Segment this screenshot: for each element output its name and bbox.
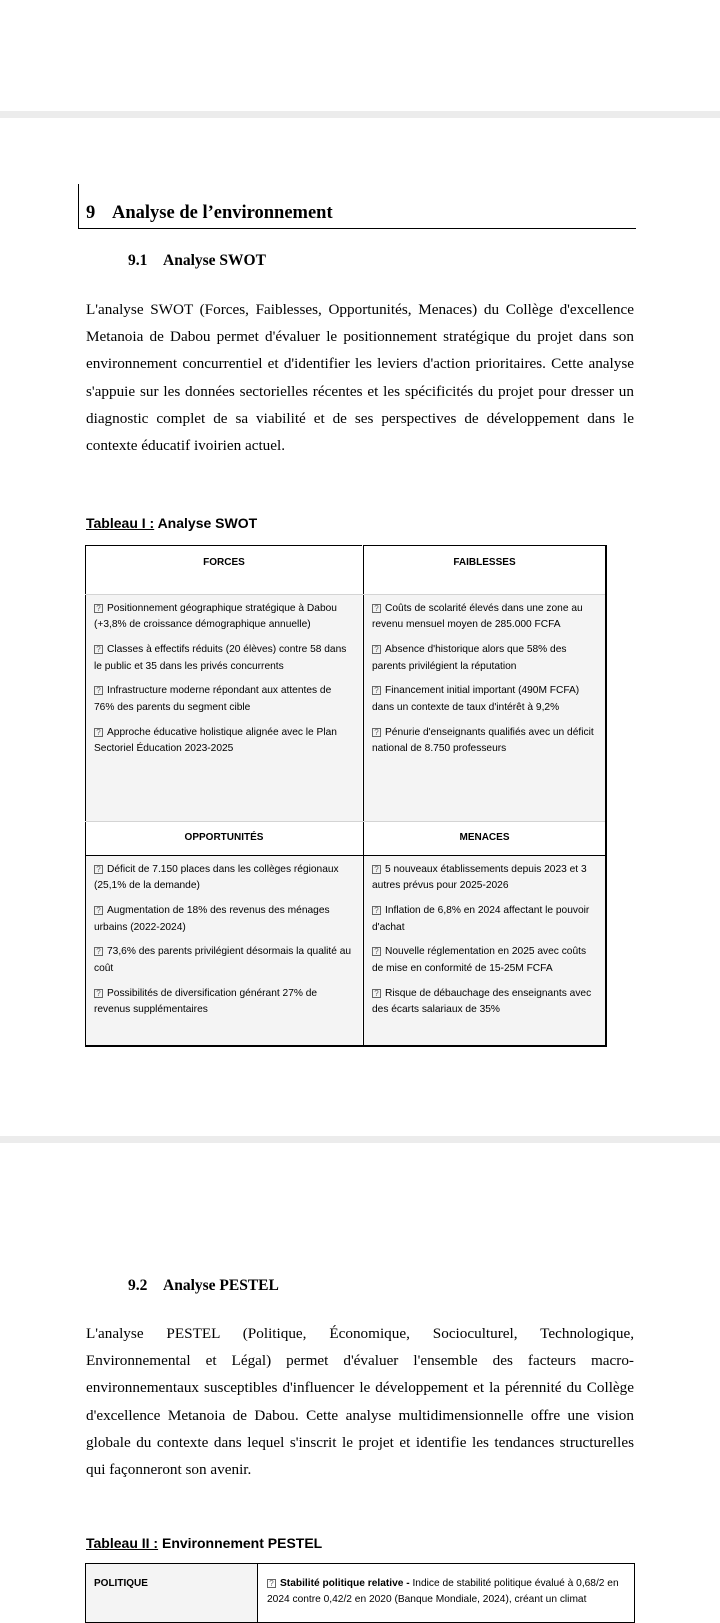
list-item [94,725,354,758]
list-item [94,944,354,977]
section-heading-pestel [128,1277,279,1295]
swot-cell-forces [85,595,362,821]
header-label: MENACES [459,832,510,843]
missing-glyph-bullet-icon: ? [372,604,381,613]
header-label: FORCES [203,557,245,568]
list-item [94,601,354,634]
section-title: Analyse PESTEL [163,1277,279,1294]
item-text: Augmentation de 18% des revenus des ménages urbains (2022-2024) [94,905,330,933]
missing-glyph-bullet-icon: ? [267,1579,276,1588]
item-text: Pénurie d'enseignants qualifiés avec un déficit national de 8.750 professeurs [372,726,594,755]
list-item [94,642,354,675]
item-text: Approche éducative holistique alignée avec le Plan Sectoriel Éducation 2023-2025 [94,726,337,755]
swot-intro-paragraph: L'analyse SWOT (Forces, Faiblesses, Opportunités, Menaces) du Collège d'excellence Metanoia de Dabou permet d'évaluer le positionnement stratégique du projet dans son environnement concurrentiel et d'identifier les leviers d'action prioritaires. Cette analyse s'appuie sur les données sectorielles récentes et les spécificités du projet pour dresser un diagnostic complet de sa viabilité et de ses perspectives de développement dans le contexte éducatif ivoirien actuel. [86,301,634,455]
header-label: FAIBLESSES [453,557,516,568]
chapter-number: 9 [86,203,96,223]
caption-prefix: Tableau I : [86,515,155,531]
missing-glyph-bullet-icon: ? [372,865,381,874]
missing-glyph-bullet-icon: ? [372,645,381,654]
swot-header-opportunites [85,822,362,855]
section-title: Analyse SWOT [163,252,266,269]
item-text: Positionnement géographique stratégique à Dabou (+3,8% de croissance démographique annuelle) [94,603,337,631]
item-text: Financement initial important (490M FCFA) dans un contexte de taux d'intérêt à 9,2% [372,685,580,713]
table-caption-swot [86,515,257,531]
item-text: Possibilités de diversification générant 27% de revenus supplémentaires [94,987,318,1016]
item-text: Coûts de scolarité élevés dans une zone au revenu mensuel moyen de 285.000 FCFA [372,603,583,631]
table-caption-pestel [86,1535,322,1551]
missing-glyph-bullet-icon: ? [94,686,103,695]
missing-glyph-bullet-icon: ? [94,906,103,915]
swot-table [85,545,607,1047]
item-text: 5 nouveaux établissements depuis 2023 et 3 autres prévus pour 2025-2026 [372,864,587,892]
list-item [94,903,354,936]
swot-cell-opportunites [85,856,362,1045]
item-text: Déficit de 7.150 places dans les collèges régionaux (25,1% de la demande) [94,864,339,892]
pestel-row-content [259,1564,634,1609]
chapter-heading [86,203,333,224]
missing-glyph-bullet-icon: ? [94,645,103,654]
item-text: Infrastructure moderne répondant aux attentes de 76% des parents du segment cible [94,685,332,713]
item-text: Absence d'historique alors que 58% des parents privilégient la réputation [372,644,567,672]
missing-glyph-bullet-icon: ? [94,989,103,998]
pestel-intro-paragraph: L'analyse PESTEL (Politique, Économique, Socioculturel, Technologique, Environnemental et Légal) permet d'évaluer l'ensemble des facteurs macro-environnementaux susceptibles d'influencer le développement et la pérennité du Collège d'excellence Metanoia de Dabou. Cette analyse multidimensionnelle offre une vision globale du contexte dans lequel s'inscrit le projet et identifie les tendances structurelles qui façonneront son avenir. [86,1325,634,1479]
item-text: Classes à effectifs réduits (20 élèves) contre 58 dans le public et 35 dans les privés concurrents [94,644,347,672]
list-item [372,683,597,716]
swot-cell-menaces [363,856,605,1045]
item-text: Inflation de 6,8% en 2024 affectant le pouvoir d'achat [372,905,590,933]
missing-glyph-bullet-icon: ? [372,947,381,956]
caption-title: Environnement PESTEL [158,1535,323,1551]
header-label: OPPORTUNITÉS [184,832,264,843]
item-text: Nouvelle réglementation en 2025 avec coûts de mise en conformité de 15-25M FCFA [372,946,587,974]
list-item [94,862,354,895]
list-item [372,601,597,634]
page-separator [0,111,720,118]
list-item [372,862,597,895]
missing-glyph-bullet-icon: ? [94,947,103,956]
missing-glyph-bullet-icon: ? [372,728,381,737]
pestel-item-text: Indice de stabilité politique évalué à 0,68/2 en 2024 contre 0,42/2 en 2020 (Banque Mondiale, 2024), créant un climat [267,1578,619,1606]
section-number: 9.2 [128,1277,148,1294]
missing-glyph-bullet-icon: ? [94,865,103,874]
page-separator [0,1136,720,1143]
list-item [372,642,597,675]
list-item [94,986,354,1019]
item-text: 73,6% des parents privilégient désormais la qualité au coût [94,946,352,974]
missing-glyph-bullet-icon: ? [372,989,381,998]
missing-glyph-bullet-icon: ? [94,728,103,737]
chapter-heading-box [78,184,636,229]
section-heading-swot [128,252,266,270]
list-item [372,986,597,1019]
caption-title: Analyse SWOT [154,515,258,531]
missing-glyph-bullet-icon: ? [372,906,381,915]
swot-header-menaces [363,822,605,855]
chapter-title: Analyse de l’environnement [112,203,333,223]
section-number: 9.1 [128,252,148,269]
swot-cell-faiblesses [363,595,605,821]
item-text: Risque de débauchage des enseignants avec des écarts salariaux de 35% [372,987,592,1016]
pestel-row-label: POLITIQUE [86,1564,258,1622]
missing-glyph-bullet-icon: ? [372,686,381,695]
caption-prefix: Tableau II : [86,1535,159,1551]
pestel-table [85,1563,635,1623]
swot-header-forces [85,545,362,594]
swot-header-faiblesses [363,545,605,594]
list-item [372,903,597,936]
list-item [372,725,597,758]
list-item [372,944,597,977]
list-item [94,683,354,716]
pestel-item-lead: Stabilité politique relative - [280,1578,410,1589]
missing-glyph-bullet-icon: ? [94,604,103,613]
